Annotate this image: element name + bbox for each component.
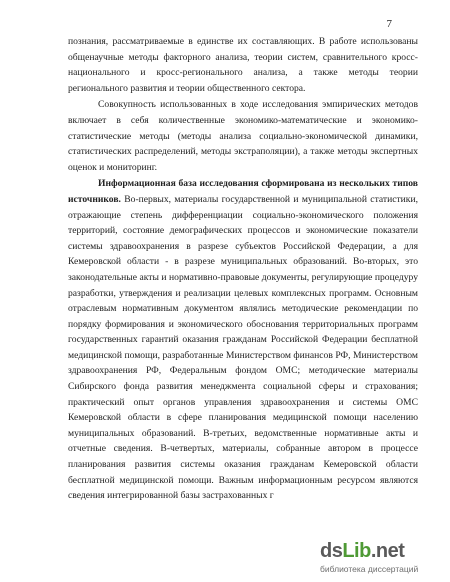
page-number: 7: [386, 18, 392, 30]
paragraph-1-text: познания, рассматриваемые в единстве их составляющих. В работе использованы общенаучные методы факторного анализа, теории систем, сравнительного кросс-национального и кросс-регионального анализа, а также методы теории регионального развития и теории общественного сектора.: [68, 36, 418, 94]
paragraph-2: [68, 97, 418, 175]
paragraph-1: [68, 34, 418, 96]
paragraph-2-text: Совокупность использованных в ходе исследования эмпирических методов включает в себя количественные экономико-математические и экономико-статистические методы (методы анализа социально-экономической динамики, статистических распределений, методы экстраполяции), а также методы экспертных оценок и мониторинг.: [68, 99, 418, 173]
logo-ds: ds: [320, 540, 343, 562]
dslib-logo: [320, 540, 404, 563]
body-text: [68, 34, 418, 504]
paragraph-3-text: Во-первых, материалы государственной и муниципальной статистики, отражающие степень дифференциации социально-экономического положения территорий, состояние демографических процессов и экономические показатели системы здравоохранения в разрезе субъектов Российской Федерации, а для Кемеровской области - в разрезе муниципальных образований. Во-вторых, это законодательные акты и нормативно-правовые документы, регулирующие процедуру разработки, утверждения и реализации целевых комплексных программ. Основным отраслевым нормативным документом являлись методические рекомендации по порядку формирования и экономического обоснования территориальных программ государственных гарантий оказания гражданам Российской Федерации бесплатной медицинской помощи, разработанные Министерством финансов РФ, Министерством здравоохранения РФ, Федеральным фондом ОМС; методические материалы Сибирского фонда развития менеджмента социальной сферы и страхования; практический опыт органов управления здравоохранения и системы ОМС Кемеровской области в сфере планирования медицинской помощи населению муниципальных образований. В-третьих, ведомственные нормативные акты и отчетные сведения. В-четвертых, материалы, собранные автором в процессе планирования развития системы оказания гражданам Кемеровской области бесплатной медицинской помощи. Важным информационным ресурсом являются сведения интегрированной базы застрахованных г: [68, 193, 418, 502]
paragraph-3: [68, 176, 418, 503]
dslib-watermark[interactable]: [318, 540, 448, 578]
watermark-subtitle: библиотека диссертаций: [320, 564, 419, 574]
logo-lib: Lib: [342, 540, 371, 562]
paragraph-3-heading: Информационная база исследования сформирована из нескольких типов источников.: [68, 178, 418, 205]
logo-net: .net: [370, 540, 405, 562]
